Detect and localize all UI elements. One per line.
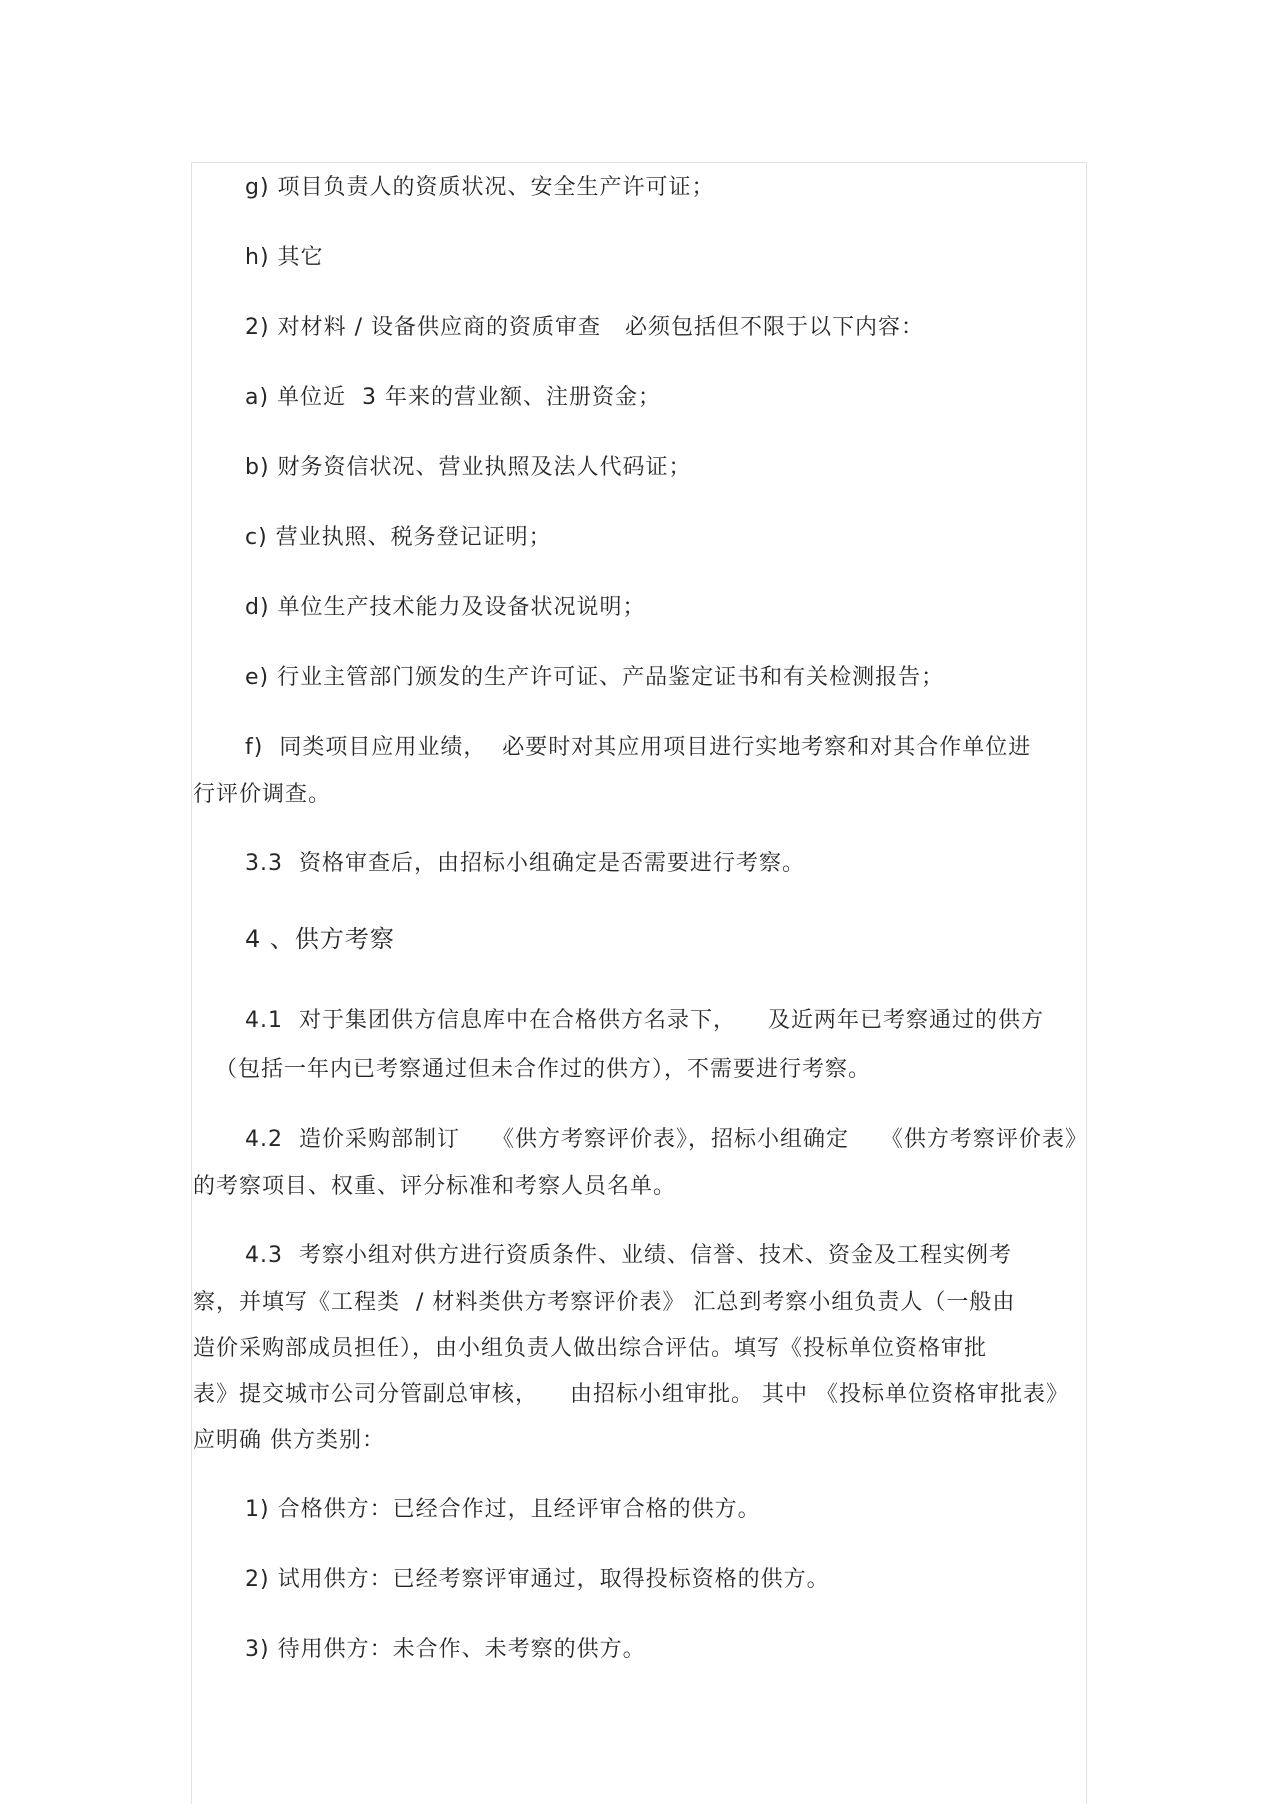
paragraph-4-3: 4.3 考察小组对供方进行资质条件、业绩、信誉、技术、资金及工程实例考 bbox=[245, 1243, 1012, 1268]
list-item-b: b) 财务资信状况、营业执照及法人代码证； bbox=[245, 455, 692, 480]
list-item-f-continued: 行评价调查。 bbox=[193, 782, 332, 807]
paragraph-3-3: 3.3 资格审查后，由招标小组确定是否需要进行考察。 bbox=[245, 851, 805, 876]
list-item-g: g) 项目负责人的资质状况、安全生产许可证； bbox=[245, 175, 715, 200]
list-item-e: e) 行业主管部门颁发的生产许可证、产品鉴定证书和有关检测报告； bbox=[245, 665, 945, 690]
paragraph-4-1: 4.1 对于集团供方信息库中在合格供方名录下， 及近两年已考察通过的供方 bbox=[245, 1008, 1044, 1033]
paragraph-4-3-line-5: 应明确 供方类别： bbox=[193, 1428, 385, 1453]
list-item-a: a) 单位近 3 年来的营业额、注册资金； bbox=[245, 385, 662, 410]
section-heading-4: 4 、供方考察 bbox=[245, 925, 395, 953]
list-item-h: h) 其它 bbox=[245, 245, 324, 270]
list-item-c: c) 营业执照、税务登记证明； bbox=[245, 525, 552, 550]
category-item-3: 3) 待用供方：未合作、未考察的供方。 bbox=[245, 1637, 646, 1662]
paragraph-4-2: 4.2 造价采购部制订 《供方考察评价表》，招标小组确定 《供方考察评价表》 bbox=[245, 1127, 1088, 1152]
paragraph-4-3-line-4: 表》提交城市公司分管副总审核， 由招标小组审批。 其中 《投标单位资格审批表》 bbox=[193, 1382, 1069, 1407]
list-item-d: d) 单位生产技术能力及设备状况说明； bbox=[245, 595, 646, 620]
paragraph-4-2-continued: 的考察项目、权重、评分标准和考察人员名单。 bbox=[193, 1174, 677, 1199]
paragraph-4-3-line-2: 察，并填写《工程类 / 材料类供方考察评价表》 汇总到考察小组负责人（一般由 bbox=[193, 1290, 1016, 1315]
category-item-1: 1) 合格供方：已经合作过，且经评审合格的供方。 bbox=[245, 1497, 761, 1522]
paragraph-4-3-line-3: 造价采购部成员担任），由小组负责人做出综合评估。填写《投标单位资格审批 bbox=[193, 1336, 988, 1361]
paragraph-4-1-continued: （包括一年内已考察通过但未合作过的供方），不需要进行考察。 bbox=[215, 1057, 872, 1082]
section-item-2: 2) 对材料 / 设备供应商的资质审查 必须包括但不限于以下内容： bbox=[245, 315, 924, 340]
category-item-2: 2) 试用供方：已经考察评审通过，取得投标资格的供方。 bbox=[245, 1567, 830, 1592]
list-item-f: f) 同类项目应用业绩， 必要时对其应用项目进行实地考察和对其合作单位进 bbox=[245, 735, 1032, 760]
